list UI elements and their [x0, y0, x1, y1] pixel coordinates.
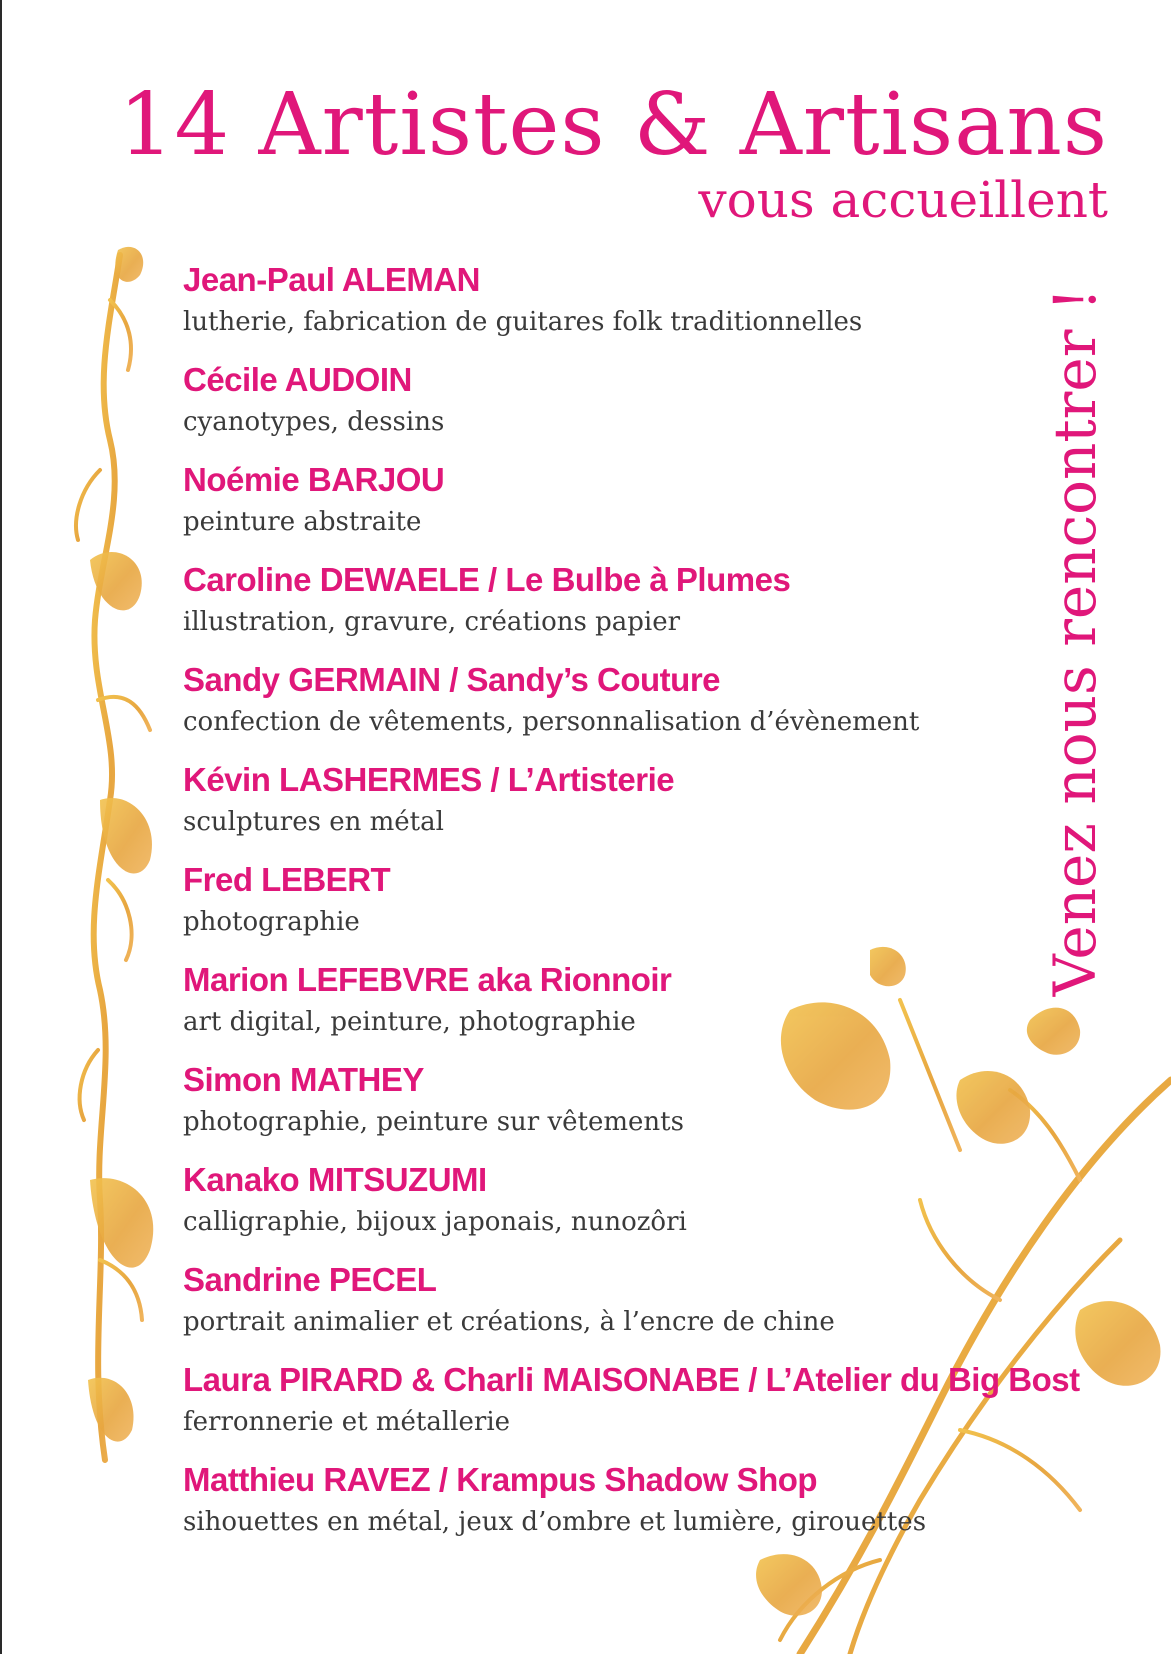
artist-craft: peinture abstraite — [183, 507, 422, 537]
artist-craft: sihouettes en métal, jeux d’ombre et lumière, girouettes — [183, 1507, 927, 1537]
artist-name: Sandrine PECEL — [183, 1261, 437, 1298]
artist-name: Noémie BARJOU — [183, 461, 445, 498]
artist-name: Jean-Paul ALEMAN — [183, 261, 480, 298]
artist-name: Cécile AUDOIN — [183, 361, 412, 398]
artist-name: Kévin LASHERMES / L’Artisterie — [183, 761, 675, 798]
artist-craft: portrait animalier et créations, à l’encre de chine — [183, 1307, 835, 1337]
list-item — [183, 1458, 1063, 1558]
list-item — [183, 1358, 1080, 1458]
list-item — [183, 1058, 1063, 1158]
artist-craft: lutherie, fabrication de guitares folk traditionnelles — [183, 307, 863, 337]
artist-name: Kanako MITSUZUMI — [183, 1161, 487, 1198]
list-item — [183, 858, 1063, 958]
artist-name: Sandy GERMAIN / Sandy’s Couture — [183, 661, 721, 698]
page-subtitle: vous accueillent — [698, 171, 1108, 229]
artist-name: Matthieu RAVEZ / Krampus Shadow Shop — [183, 1461, 818, 1498]
list-item — [183, 658, 1063, 758]
artist-name: Simon MATHEY — [183, 1061, 424, 1098]
artist-craft: photographie, peinture sur vêtements — [183, 1107, 684, 1137]
artist-craft: cyanotypes, dessins — [183, 407, 445, 437]
list-item — [183, 458, 1063, 558]
side-banner — [1035, 262, 1115, 1022]
page-title: 14 Artistes & Artisans — [118, 75, 1108, 175]
list-item — [183, 1158, 1063, 1258]
list-item — [183, 358, 1063, 458]
artist-name: Marion LEFEBVRE aka Rionnoir — [183, 961, 672, 998]
artist-craft: art digital, peinture, photographie — [183, 1007, 636, 1037]
artist-name: Fred LEBERT — [183, 861, 391, 898]
artist-craft: photographie — [183, 907, 360, 937]
list-item — [183, 258, 1063, 358]
artist-name: Caroline DEWAELE / Le Bulbe à Plumes — [183, 561, 791, 598]
list-item — [183, 558, 1063, 658]
side-tagline: Venez nous rencontrer ! — [1041, 287, 1109, 997]
list-item — [183, 758, 1063, 858]
artist-craft: sculptures en métal — [183, 807, 444, 837]
list-item — [183, 1258, 1063, 1358]
artist-craft: ferronnerie et métallerie — [183, 1407, 511, 1437]
list-item — [183, 958, 1063, 1058]
artist-craft: illustration, gravure, créations papier — [183, 607, 681, 637]
artist-craft: calligraphie, bijoux japonais, nunozôri — [183, 1207, 687, 1237]
artist-name: Laura PIRARD & Charli MAISONABE / L’Atelier du Big Bost — [183, 1361, 1080, 1398]
artist-craft: confection de vêtements, personnalisation d’évènement — [183, 707, 920, 737]
